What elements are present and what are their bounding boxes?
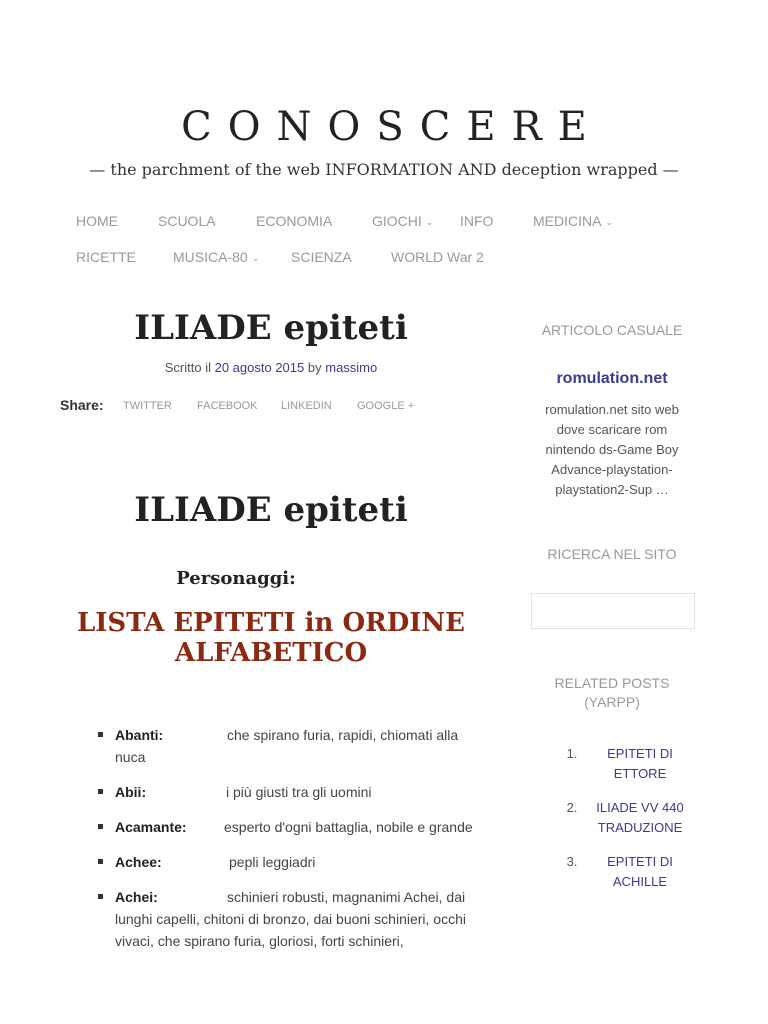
epithet-term: Acamante:	[115, 819, 187, 835]
search-heading: RICERCA NEL SITO	[547, 546, 677, 562]
epithet-term: Abanti:	[115, 727, 164, 743]
site-tagline: — the parchment of the web INFORMATION AND deception wrapped —	[89, 160, 679, 179]
nav-label: SCIENZA	[291, 249, 352, 265]
list-item	[96, 816, 488, 838]
share-google-link[interactable]: GOOGLE +	[357, 400, 415, 412]
epithet-term: Achee:	[115, 854, 162, 870]
nav-item-giochi[interactable]	[372, 213, 433, 229]
share-linkedin-link[interactable]: LINKEDIN	[281, 400, 332, 412]
epithet-list	[96, 724, 488, 965]
related-post-link[interactable]: ILIADE VV 440 TRADUZIONE	[596, 800, 684, 835]
nav-item-world-war-2[interactable]	[391, 249, 484, 265]
random-article-title[interactable]: romulation.net	[556, 370, 668, 387]
content-title: ILIADE epiteti	[134, 490, 408, 530]
personaggi-heading: Personaggi:	[176, 568, 296, 589]
nav-item-economia[interactable]	[256, 213, 332, 229]
chevron-down-icon: ⌄	[425, 217, 434, 227]
nav-item-scuola[interactable]	[158, 213, 216, 229]
epithet-text: schinieri robusti, magnanimi Achei, dai lunghi capelli, chitoni di bronzo, dai buoni schinieri, occhi vivaci, che spirano furia, gloriosi, forti schinieri,	[115, 889, 466, 949]
nav-item-home[interactable]	[76, 213, 118, 229]
search-button[interactable]	[655, 593, 695, 629]
nav-label: GIOCHI	[372, 213, 422, 229]
post-title: ILIADE epiteti	[134, 308, 408, 348]
random-article-heading: ARTICOLO CASUALE	[541, 322, 683, 338]
list-item	[96, 851, 488, 873]
byline-prefix: Scritto il	[164, 360, 211, 375]
related-post-link[interactable]: EPITETI DI ETTORE	[607, 746, 673, 781]
nav-label: ECONOMIA	[256, 213, 333, 229]
related-posts-list	[560, 744, 700, 906]
author-link[interactable]: massimo	[325, 360, 378, 375]
nav-label: RICETTE	[76, 249, 136, 265]
nav-label: MEDICINA	[533, 213, 602, 229]
nav-label: SCUOLA	[158, 213, 216, 229]
related-post-number: 3.	[566, 854, 578, 869]
epithet-text: che spirano furia, rapidi, chiomati alla nuca	[115, 727, 459, 765]
nav-label: MUSICA-80	[173, 249, 248, 265]
post-date-link[interactable]: 20 agosto 2015	[214, 360, 305, 375]
nav-label: HOME	[76, 213, 118, 229]
site-title[interactable]: CONOSCERE	[181, 104, 603, 150]
share-label: Share:	[60, 397, 104, 413]
related-post-link[interactable]: EPITETI DI ACHILLE	[607, 854, 673, 889]
list-item	[96, 886, 488, 952]
nav-label: INFO	[460, 213, 494, 229]
nav-item-musica-80[interactable]	[173, 249, 259, 265]
nav-label: WORLD War 2	[391, 249, 484, 265]
related-post-number: 1.	[566, 746, 578, 761]
share-twitter-link[interactable]: TWITTER	[123, 400, 172, 412]
related-post-item[interactable]	[560, 744, 700, 784]
byline-by: by	[307, 360, 322, 375]
nav-item-medicina[interactable]	[533, 213, 613, 229]
epithet-text: pepli leggiadri	[229, 854, 316, 870]
search-input[interactable]	[531, 593, 655, 629]
epithet-term: Achei:	[115, 889, 158, 905]
related-post-item[interactable]	[560, 798, 700, 838]
nav-item-scienza[interactable]	[291, 249, 352, 265]
list-item	[96, 781, 488, 803]
related-post-item[interactable]	[560, 852, 700, 892]
post-byline	[60, 360, 482, 375]
nav-item-info[interactable]	[460, 213, 493, 229]
epithet-term: Abii:	[115, 784, 147, 800]
epithet-text: i più giusti tra gli uomini	[226, 784, 372, 800]
random-article-excerpt: romulation.net sito web dove scaricare rom nintendo ds-Game Boy Advance-playstation-playstation2-Sup …	[545, 402, 679, 497]
chevron-down-icon: ⌄	[251, 253, 260, 263]
epithet-text: esperto d'ogni battaglia, nobile e grande	[224, 819, 473, 835]
chevron-down-icon: ⌄	[605, 217, 613, 227]
lista-heading: LISTA EPITETI in ORDINE ALFABETICO	[76, 608, 465, 668]
share-facebook-link[interactable]: FACEBOOK	[197, 400, 258, 412]
nav-item-ricette[interactable]	[76, 249, 136, 265]
related-posts-heading: RELATED POSTS (YARPP)	[554, 675, 670, 710]
list-item	[96, 724, 488, 768]
related-post-number: 2.	[566, 800, 578, 815]
